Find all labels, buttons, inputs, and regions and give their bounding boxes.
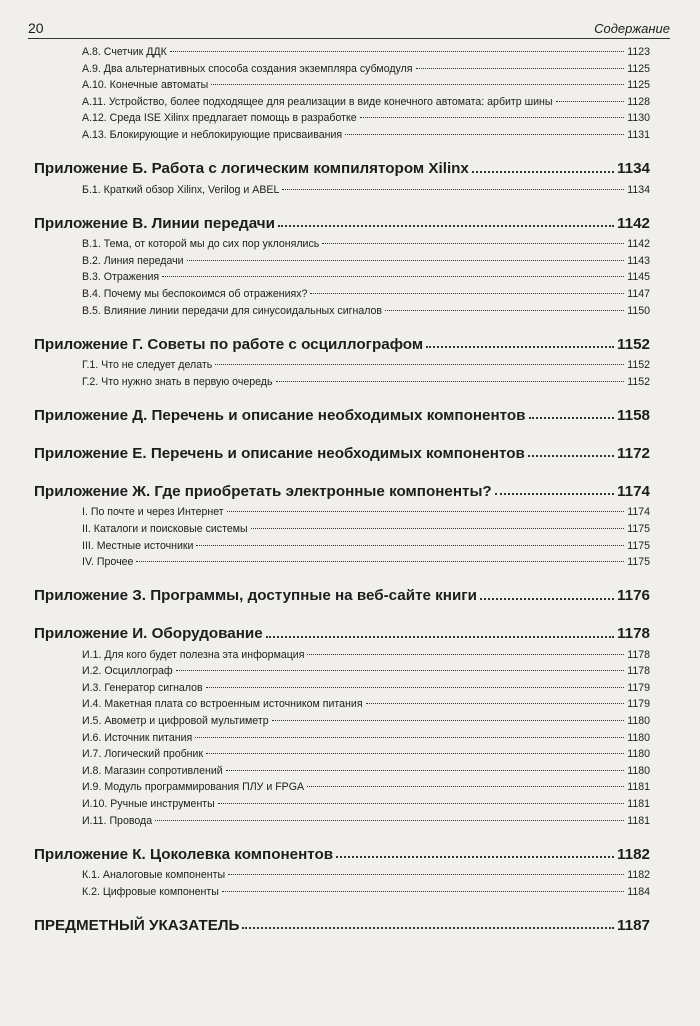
toc-entry-title: Приложение Е. Перечень и описание необходимых компонентов <box>34 444 525 462</box>
toc-entry-title: Приложение Б. Работа с логическим компилятором Xilinx <box>34 160 469 178</box>
toc-section-entry <box>34 46 650 63</box>
toc-section-entry <box>34 556 650 573</box>
toc-entry-title: И.7. Логический пробник <box>82 748 204 761</box>
toc-section-entry <box>34 305 650 322</box>
dot-leader <box>276 381 625 382</box>
toc-entry-page: 1175 <box>627 539 650 552</box>
toc-entry-page: 1125 <box>627 79 650 92</box>
dot-leader <box>228 874 624 875</box>
table-of-contents <box>34 46 650 940</box>
dot-leader <box>282 189 624 190</box>
toc-entry-title: И.6. Источник питания <box>82 731 193 744</box>
toc-entry-page: 1175 <box>627 556 650 569</box>
dot-leader <box>226 770 625 771</box>
toc-entry-page: 1152 <box>617 335 650 353</box>
toc-entry-page: 1178 <box>627 648 650 661</box>
toc-entry-title: К.2. Цифровые компоненты <box>82 885 219 898</box>
toc-entry-page: 1125 <box>627 62 650 75</box>
toc-entry-page: 1158 <box>617 406 650 424</box>
toc-entry-title: И.11. Провода <box>82 814 153 827</box>
toc-entry-title: В.1. Тема, от которой мы до сих пор уклонялись <box>82 238 320 251</box>
dot-leader <box>162 276 624 277</box>
toc-section-entry <box>34 238 650 255</box>
toc-entry-title: Приложение Д. Перечень и описание необходимых компонентов <box>34 406 526 424</box>
toc-section-entry <box>34 869 650 886</box>
toc-chapter-entry <box>34 400 650 430</box>
toc-entry-title: И.3. Генератор сигналов <box>82 681 203 694</box>
toc-section-entry <box>34 798 650 815</box>
toc-entry-page: 1152 <box>627 359 650 372</box>
dot-leader <box>187 260 625 261</box>
toc-section-entry <box>34 649 650 666</box>
toc-entry-title: В.5. Влияние линии передачи для синусоидальных сигналов <box>82 304 383 317</box>
toc-entry-page: 1147 <box>627 287 650 300</box>
toc-entry-title: I. По почте и через Интернет <box>82 506 224 519</box>
dot-leader <box>426 346 614 348</box>
toc-entry-page: 1178 <box>627 665 650 678</box>
toc-entry-title: А.12. Среда ISE Xilinx предлагает помощь в разработке <box>82 112 357 125</box>
page-header <box>28 14 670 39</box>
toc-entry-page: 1152 <box>627 375 650 388</box>
toc-entry-title: И.8. Магазин сопротивлений <box>82 764 223 777</box>
toc-entry-page: 1174 <box>627 506 650 519</box>
toc-chapter-entry <box>34 438 650 468</box>
toc-entry-title: Приложение И. Оборудование <box>34 625 263 643</box>
toc-chapter-entry <box>34 910 650 940</box>
toc-entry-page: 1180 <box>627 748 650 761</box>
dot-leader <box>242 927 614 929</box>
dot-leader <box>307 654 624 655</box>
toc-section-entry <box>34 79 650 96</box>
dot-leader <box>155 820 624 821</box>
dot-leader <box>196 545 624 546</box>
toc-section-entry <box>34 112 650 129</box>
toc-entry-page: 1182 <box>617 845 650 863</box>
toc-chapter-entry <box>34 329 650 359</box>
toc-entry-page: 1180 <box>627 715 650 728</box>
dot-leader <box>251 528 625 529</box>
toc-entry-title: Приложение В. Линии передачи <box>34 214 275 232</box>
dot-leader <box>345 134 624 135</box>
toc-section-entry <box>34 184 650 201</box>
toc-section-entry <box>34 698 650 715</box>
toc-section-entry <box>34 288 650 305</box>
dot-leader <box>272 720 625 721</box>
dot-leader <box>310 293 624 294</box>
toc-chapter-entry <box>34 619 650 649</box>
dot-leader <box>556 101 625 102</box>
dot-leader <box>480 598 614 600</box>
toc-entry-page: 1175 <box>627 522 650 535</box>
dot-leader <box>176 670 625 671</box>
toc-entry-title: Б.1. Краткий обзор Xilinx, Verilog и ABEL <box>82 183 280 196</box>
dot-leader <box>360 117 625 118</box>
toc-entry-title: В.4. Почему мы беспокоимся об отражениях? <box>82 287 308 300</box>
toc-entry-title: А.9. Два альтернативных способа создания экземпляра субмодуля <box>82 62 413 75</box>
toc-section-entry <box>34 765 650 782</box>
dot-leader <box>322 243 624 244</box>
dot-leader <box>195 737 624 738</box>
toc-entry-page: 1182 <box>627 869 650 882</box>
dot-leader <box>211 84 624 85</box>
dot-leader <box>218 803 624 804</box>
toc-entry-title: В.3. Отражения <box>82 271 160 284</box>
toc-entry-page: 1145 <box>627 271 650 284</box>
toc-chapter-entry <box>34 581 650 611</box>
toc-entry-title: Приложение К. Цоколевка компонентов <box>34 845 334 863</box>
toc-entry-page: 1142 <box>627 238 650 251</box>
dot-leader <box>366 703 625 704</box>
toc-entry-title: Приложение З. Программы, доступные на веб-сайте книги <box>34 587 477 605</box>
toc-entry-title: Г.2. Что нужно знать в первую очередь <box>82 375 273 388</box>
toc-entry-page: 1128 <box>627 95 650 108</box>
toc-entry-page: 1181 <box>627 781 650 794</box>
toc-entry-page: 1130 <box>627 112 650 125</box>
toc-chapter-entry <box>34 208 650 238</box>
toc-entry-page: 1131 <box>627 128 650 141</box>
toc-section-entry <box>34 376 650 393</box>
dot-leader <box>385 310 624 311</box>
dot-leader <box>528 455 614 457</box>
toc-section-entry <box>34 96 650 113</box>
toc-entry-title: Г.1. Что не следует делать <box>82 359 213 372</box>
toc-section-entry <box>34 732 650 749</box>
toc-entry-page: 1180 <box>627 731 650 744</box>
toc-section-entry <box>34 886 650 903</box>
toc-entry-page: 1180 <box>627 764 650 777</box>
toc-chapter-entry <box>34 839 650 869</box>
toc-entry-title: Приложение Ж. Где приобретать электронные компоненты? <box>34 482 492 500</box>
dot-leader <box>278 225 614 227</box>
toc-entry-page: 1174 <box>617 482 650 500</box>
toc-entry-page: 1172 <box>617 444 650 462</box>
toc-entry-title: А.11. Устройство, более подходящее для реализации в виде конечного автомата: арбитр шины <box>82 95 553 108</box>
dot-leader <box>307 786 624 787</box>
dot-leader <box>336 856 614 858</box>
toc-entry-page: 1123 <box>627 46 650 58</box>
dot-leader <box>206 753 624 754</box>
toc-entry-title: А.10. Конечные автоматы <box>82 79 209 92</box>
dot-leader <box>215 364 624 365</box>
toc-entry-page: 1179 <box>627 698 650 711</box>
toc-entry-title: И.10. Ручные инструменты <box>82 798 215 811</box>
toc-entry-page: 1181 <box>627 814 650 827</box>
toc-entry-title: К.1. Аналоговые компоненты <box>82 869 226 882</box>
toc-section-entry <box>34 682 650 699</box>
toc-entry-page: 1176 <box>617 587 650 605</box>
toc-section-entry <box>34 540 650 557</box>
toc-section-entry <box>34 255 650 272</box>
dot-leader <box>495 493 614 495</box>
dot-leader <box>136 561 624 562</box>
dot-leader <box>227 511 625 512</box>
page-number: 20 <box>28 20 44 36</box>
dot-leader <box>206 687 625 688</box>
toc-entry-page: 1150 <box>627 304 650 317</box>
dot-leader <box>170 51 624 52</box>
toc-entry-title: И.1. Для кого будет полезна эта информация <box>82 648 305 661</box>
toc-section-entry <box>34 815 650 832</box>
toc-section-entry <box>34 665 650 682</box>
toc-entry-title: IV. Прочее <box>82 556 134 569</box>
dot-leader <box>222 891 624 892</box>
toc-section-entry <box>34 506 650 523</box>
toc-entry-title: II. Каталоги и поисковые системы <box>82 522 248 535</box>
toc-entry-title: ПРЕДМЕТНЫЙ УКАЗАТЕЛЬ <box>34 916 240 934</box>
toc-entry-title: И.5. Авометр и цифровой мультиметр <box>82 715 269 728</box>
toc-section-entry <box>34 271 650 288</box>
toc-section-entry <box>34 748 650 765</box>
toc-entry-title: А.8. Счетчик ДДК <box>82 46 167 58</box>
running-title: Содержание <box>594 21 670 36</box>
toc-entry-title: А.13. Блокирующие и неблокирующие присваивания <box>82 128 343 141</box>
toc-entry-title: Приложение Г. Советы по работе с осциллографом <box>34 335 424 353</box>
toc-entry-page: 1179 <box>627 681 650 694</box>
toc-entry-page: 1187 <box>617 916 650 934</box>
toc-section-entry <box>34 129 650 146</box>
toc-entry-title: III. Местные источники <box>82 539 194 552</box>
dot-leader <box>472 171 614 173</box>
toc-section-entry <box>34 359 650 376</box>
dot-leader <box>266 636 614 638</box>
toc-entry-page: 1134 <box>617 160 650 178</box>
toc-entry-title: В.2. Линия передачи <box>82 254 184 267</box>
toc-entry-page: 1178 <box>617 625 650 643</box>
dot-leader <box>416 68 625 69</box>
toc-entry-title: И.4. Макетная плата со встроенным источником питания <box>82 698 363 711</box>
toc-entry-page: 1134 <box>627 183 650 196</box>
toc-chapter-entry <box>34 476 650 506</box>
toc-entry-title: И.2. Осциллограф <box>82 665 173 678</box>
toc-entry-title: И.9. Модуль программирования ПЛУ и FPGA <box>82 781 305 794</box>
toc-section-entry <box>34 781 650 798</box>
toc-section-entry <box>34 715 650 732</box>
toc-entry-page: 1184 <box>627 885 650 898</box>
toc-entry-page: 1142 <box>617 214 650 232</box>
toc-chapter-entry <box>34 154 650 184</box>
toc-section-entry <box>34 63 650 80</box>
dot-leader <box>529 417 615 419</box>
toc-entry-page: 1181 <box>627 798 650 811</box>
toc-entry-page: 1143 <box>627 254 650 267</box>
toc-section-entry <box>34 523 650 540</box>
